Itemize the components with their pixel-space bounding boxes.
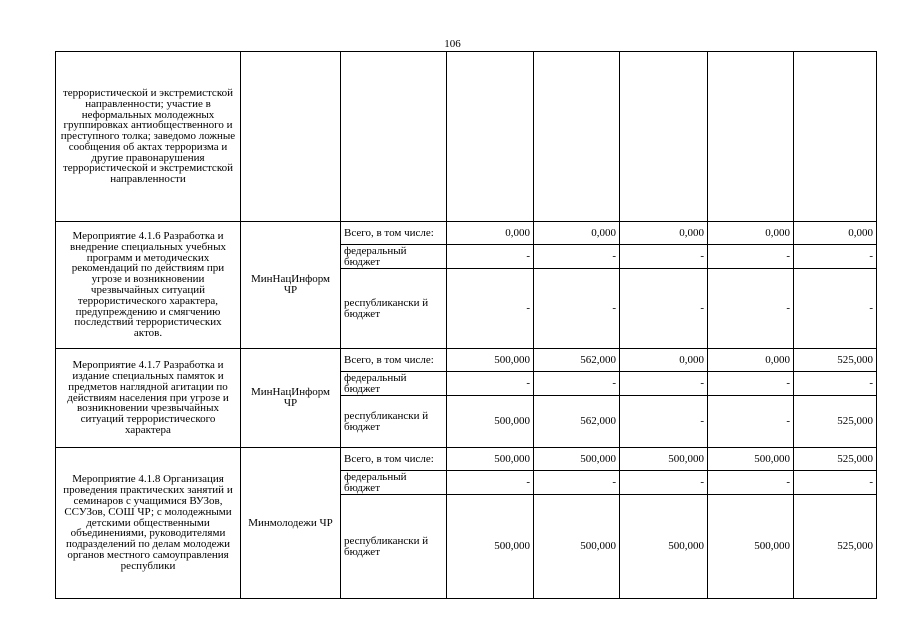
table-cell (708, 52, 794, 222)
value-cell: 500,000 (447, 396, 534, 448)
value-cell: 0,000 (447, 222, 534, 245)
value-cell: 0,000 (534, 222, 620, 245)
value-cell: 0,000 (620, 222, 708, 245)
funding-source: Всего, в том числе: (341, 222, 447, 245)
value-cell: - (447, 245, 534, 269)
value-cell: 525,000 (794, 349, 877, 372)
value-cell: 500,000 (708, 448, 794, 471)
funding-source: федеральный бюджет (341, 245, 447, 269)
value-cell: - (620, 396, 708, 448)
value-cell: 0,000 (794, 222, 877, 245)
value-cell: - (794, 245, 877, 269)
table-cell (794, 52, 877, 222)
table-row (56, 349, 877, 372)
value-cell: 500,000 (447, 495, 534, 599)
activity-description: Мероприятие 4.1.8 Организация проведения практических занятий и семинаров с учащимися ВУЗов, ССУЗов, СОШ ЧР; с молодежными детскими общественными объединениями, руководителями подразделений по делам молодежи органов местного самоуправления республики (56, 448, 241, 599)
value-cell: - (447, 471, 534, 495)
value-cell: 500,000 (620, 448, 708, 471)
value-cell: 500,000 (447, 349, 534, 372)
value-cell: - (708, 396, 794, 448)
value-cell: 500,000 (708, 495, 794, 599)
value-cell: - (794, 372, 877, 396)
funding-source: Всего, в том числе: (341, 448, 447, 471)
value-cell: - (534, 245, 620, 269)
value-cell: 525,000 (794, 448, 877, 471)
value-cell: - (794, 471, 877, 495)
table-cell (534, 52, 620, 222)
table-row (56, 222, 877, 245)
table-cell (620, 52, 708, 222)
value-cell: - (620, 245, 708, 269)
activity-description: Мероприятие 4.1.6 Разработка и внедрение специальных учебных программ и методических рекомендаций по действиям при угрозе и возникновении чрезвычайных ситуаций террористического характера, предупреждению и смягчению последствий террористических актов. (56, 222, 241, 349)
activity-description: Мероприятие 4.1.7 Разработка и издание специальных памяток и предметов наглядной агитации по действиям населения при угрозе и возникновении чрезвычайных ситуаций террористического характера (56, 349, 241, 448)
activity-executor: Минмолодежи ЧР (241, 448, 341, 599)
value-cell: 562,000 (534, 396, 620, 448)
value-cell: 525,000 (794, 396, 877, 448)
continuation-description: террористической и экстремистской направленности; участие в неформальных молодежных группировках антиобщественного и преступного толка; заведомо ложные сообщения об актах терроризма и другие правонарушения террористической и экстремистской направленности (56, 52, 241, 222)
value-cell: - (447, 372, 534, 396)
value-cell: - (534, 269, 620, 349)
value-cell: 0,000 (620, 349, 708, 372)
activity-executor: МинНацИнформ ЧР (241, 222, 341, 349)
funding-source: федеральный бюджет (341, 372, 447, 396)
value-cell: 0,000 (708, 349, 794, 372)
table-cell (447, 52, 534, 222)
value-cell: 500,000 (447, 448, 534, 471)
value-cell: 525,000 (794, 495, 877, 599)
table-row (56, 52, 877, 222)
value-cell: - (794, 269, 877, 349)
value-cell: - (708, 245, 794, 269)
table-cell (241, 52, 341, 222)
funding-source: республикански й бюджет (341, 396, 447, 448)
activity-executor: МинНацИнформ ЧР (241, 349, 341, 448)
value-cell: 0,000 (708, 222, 794, 245)
table-row (56, 448, 877, 471)
activities-table (55, 51, 877, 599)
value-cell: 500,000 (534, 495, 620, 599)
value-cell: - (620, 471, 708, 495)
funding-source: федеральный бюджет (341, 471, 447, 495)
funding-source: республикански й бюджет (341, 495, 447, 599)
value-cell: - (534, 471, 620, 495)
value-cell: - (620, 269, 708, 349)
value-cell: - (447, 269, 534, 349)
value-cell: 562,000 (534, 349, 620, 372)
value-cell: 500,000 (534, 448, 620, 471)
value-cell: - (708, 471, 794, 495)
page-number: 106 (444, 38, 461, 50)
funding-source: Всего, в том числе: (341, 349, 447, 372)
value-cell: - (708, 372, 794, 396)
funding-source: республикански й бюджет (341, 269, 447, 349)
value-cell: 500,000 (620, 495, 708, 599)
value-cell: - (534, 372, 620, 396)
value-cell: - (620, 372, 708, 396)
table-cell (341, 52, 447, 222)
value-cell: - (708, 269, 794, 349)
